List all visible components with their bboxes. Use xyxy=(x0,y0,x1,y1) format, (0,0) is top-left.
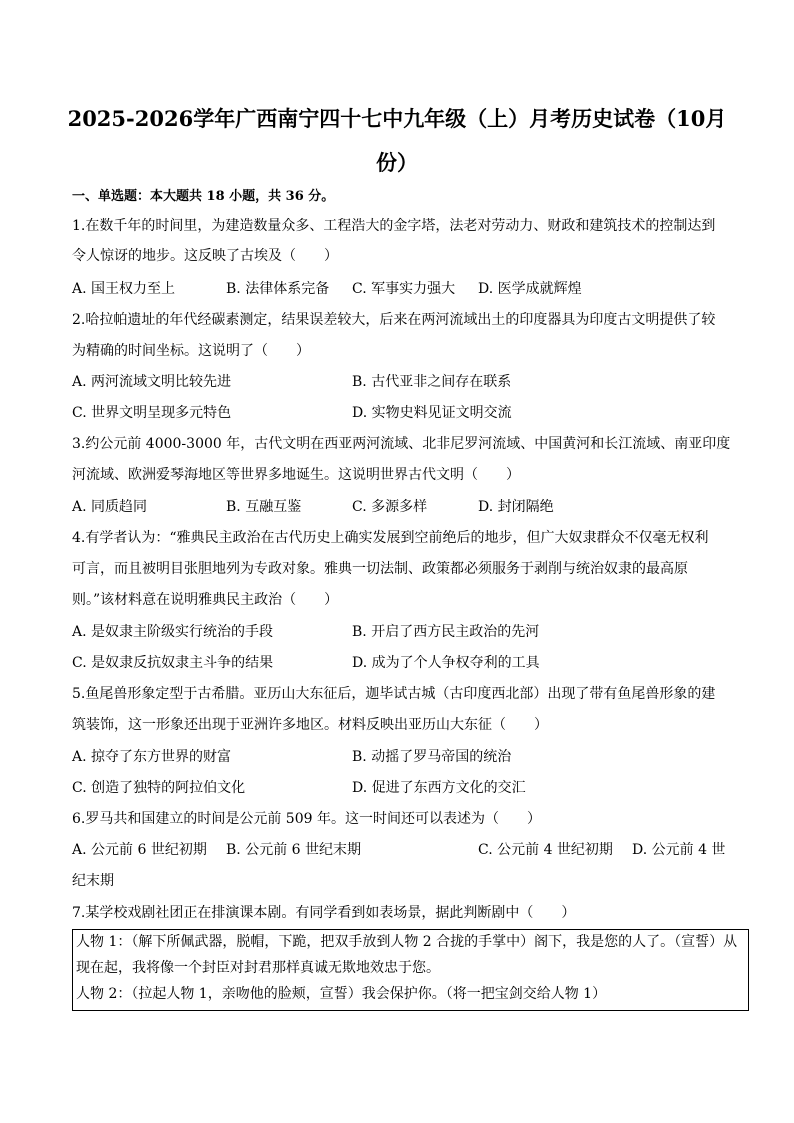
question-6-stem: 6.罗马共和国建立的时间是公元前 509 年。这一时间还可以表述为（ ） xyxy=(72,811,541,827)
question-2-option-d: D. 实物史料见证文明交流 xyxy=(352,405,512,421)
question-5-stem-line-1: 5.鱼尾兽形象定型于古希腊。亚历山大东征后，迦毕试古城（古印度西北部）出现了带有鱼尾兽形象的建 xyxy=(72,686,716,702)
question-1-stem-line-1: 1.在数千年的时间里，为建造数量众多、工程浩大的金字塔，法老对劳动力、财政和建筑技术的控制达到 xyxy=(72,218,716,234)
question-6-option-b: B. 公元前 6 世纪末期 xyxy=(226,842,361,858)
question-2-option-a: A. 两河流域文明比较先进 xyxy=(72,374,232,390)
question-4-option-a: A. 是奴隶主阶级实行统治的手段 xyxy=(72,624,274,640)
exam-title-line-1: 2025-2026学年广西南宁四十七中九年级（上）月考历史试卷（10月 xyxy=(67,106,727,131)
question-2-option-b: B. 古代亚非之间存在联系 xyxy=(352,374,512,390)
question-4-stem-line-2: 可言，而且被明目张胆地列为专政对象。雅典一切法制、政策都必须服务于剥削与统治奴隶的最高原 xyxy=(72,561,688,577)
question-4-stem-line-3: 则。”该材料意在说明雅典民主政治（ ） xyxy=(72,592,339,608)
question-6-option-d-wrap: 纪末期 xyxy=(72,873,114,889)
question-1-stem-line-2: 令人惊讶的地步。这反映了古埃及（ ） xyxy=(72,248,338,264)
question-1-option-b: B. 法律体系完备 xyxy=(226,281,330,297)
question-3-option-c: C. 多源多样 xyxy=(352,499,428,515)
question-7-stem: 7.某学校戏剧社团正在排演课本剧。有同学看到如表场景，据此判断剧中（ ） xyxy=(72,905,576,921)
question-3-option-a: A. 同质趋同 xyxy=(72,499,148,515)
question-4-option-b: B. 开启了西方民主政治的先河 xyxy=(352,624,540,640)
question-5-option-c: C. 创造了独特的阿拉伯文化 xyxy=(72,780,246,796)
question-5-option-a: A. 掠夺了东方世界的财富 xyxy=(72,749,232,765)
exam-title xyxy=(60,97,734,185)
question-3-stem-line-1: 3.约公元前 4000-3000 年，古代文明在西亚两河流域、北非尼罗河流域、中国黄河和长江流域、南亚印度 xyxy=(72,436,731,452)
question-5-option-d: D. 促进了东西方文化的交汇 xyxy=(352,780,526,796)
question-2-option-c: C. 世界文明呈现多元特色 xyxy=(72,405,232,421)
question-5-option-b: B. 动摇了罗马帝国的统治 xyxy=(352,749,512,765)
question-3-option-d: D. 封闭隔绝 xyxy=(478,499,554,515)
material-line-2: 现在起，我将像一个封臣对封君那样真诚无欺地效忠于您。 xyxy=(76,960,440,976)
question-4-option-d: D. 成为了个人争权夺利的工具 xyxy=(352,655,540,671)
question-3-stem-line-2: 河流域、欧洲爱琴海地区等世界多地诞生。这说明世界古代文明（ ） xyxy=(72,467,520,483)
question-2-stem-line-1: 2.哈拉帕遗址的年代经碳素测定，结果误差较大，后来在两河流域出土的印度器具为印度古文明提供了较 xyxy=(72,312,716,328)
question-3-option-b: B. 互融互鉴 xyxy=(226,499,302,515)
section-heading: 一、单选题：本大题共 18 小题，共 36 分。 xyxy=(72,189,335,204)
question-2-stem-line-2: 为精确的时间坐标。这说明了（ ） xyxy=(72,343,310,359)
question-4-option-c: C. 是奴隶反抗奴隶主斗争的结果 xyxy=(72,655,274,671)
question-1-option-a: A. 国王权力至上 xyxy=(72,281,176,297)
question-5-stem-line-2: 筑装饰，这一形象还出现于亚洲许多地区。材料反映出亚历山大东征（ ） xyxy=(72,717,548,733)
question-1-option-c: C. 军事实力强大 xyxy=(352,281,456,297)
exam-title-line-2: 份） xyxy=(376,150,418,175)
question-1-option-d: D. 医学成就辉煌 xyxy=(478,281,582,297)
question-6-option-c: C. 公元前 4 世纪初期 xyxy=(478,842,613,858)
question-4-stem-line-1: 4.有学者认为：“雅典民主政治在古代历史上确实发展到空前绝后的地步，但广大奴隶群众不仅毫无权利 xyxy=(72,530,709,546)
question-6-option-d: D. 公元前 4 世 xyxy=(632,842,726,858)
material-line-3: 人物 2：（拉起人物 1，亲吻他的脸颊，宣誓）我会保护你。（将一把宝剑交给人物 1） xyxy=(76,986,607,1002)
material-line-1: 人物 1：（解下所佩武器，脱帽，下跪，把双手放到人物 2 合拢的手掌中）阁下，我是您的人了。（宣誓）从 xyxy=(76,934,738,950)
question-6-option-a: A. 公元前 6 世纪初期 xyxy=(72,842,207,858)
